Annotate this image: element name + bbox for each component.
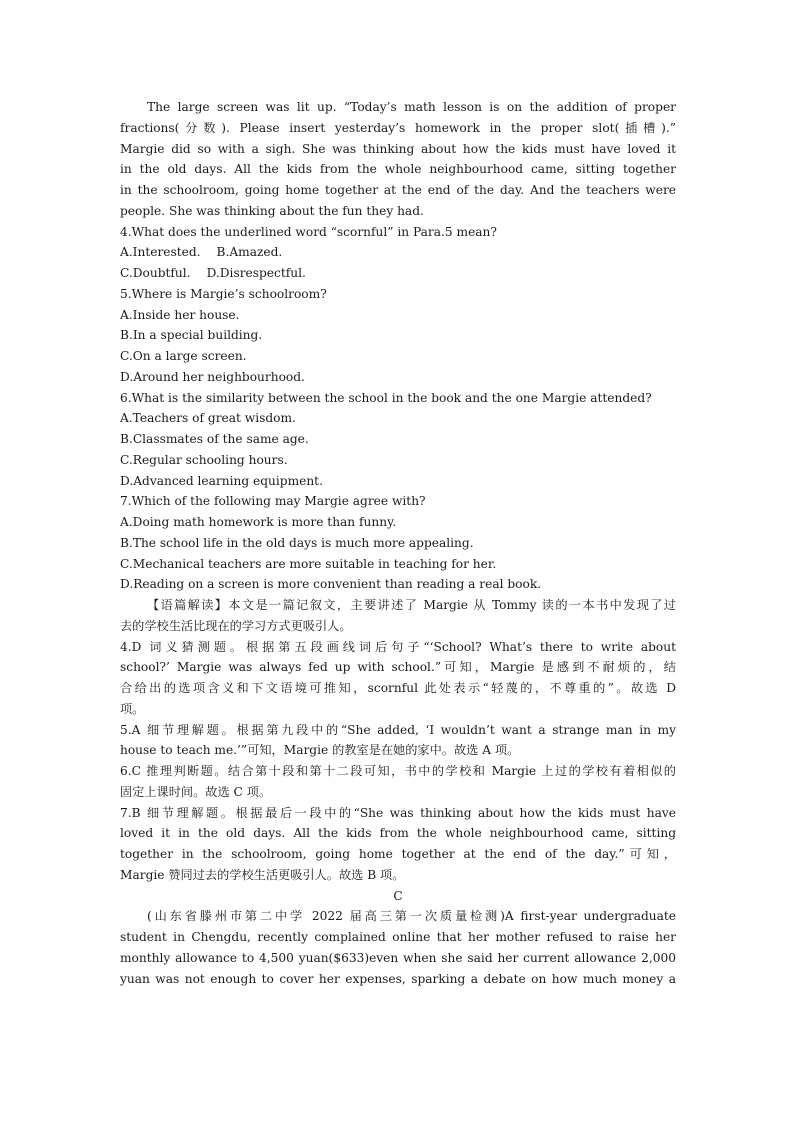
answer-line: 7.B 细节理解题。根据最后一段中的“She was thinking about how the kids must have	[120, 805, 676, 820]
answer-line: school?’ Margie was always fed up with school.”可知，Margie 是感到不耐烦的，结	[120, 660, 676, 675]
option-row	[120, 242, 676, 263]
paragraph-line: in the schoolroom, going home together at the end of the day. And the teachers were	[120, 183, 676, 197]
answer-line: 固定上课时间。故选 C 项。	[120, 784, 272, 799]
option-c: C.Regular schooling hours.	[120, 452, 288, 467]
answer-line: 5.A 细节理解题。根据第九段中的“She added, ‘I wouldn’t want a strange man in my	[120, 722, 676, 737]
paragraph-line: The large screen was lit up. “Today’s math lesson is on the addition of proper	[147, 100, 676, 114]
answer-line: 合给出的选项含义和下文语境可推知，scornful 此处表示“轻蔑的，不尊重的”。故选 D	[120, 681, 676, 695]
paragraph-line: people. She was thinking about the fun they had.	[120, 203, 424, 218]
document-page	[120, 97, 676, 989]
answer-line: 项。	[120, 701, 145, 716]
option-b: B.Amazed.	[216, 245, 283, 260]
answer-7	[120, 803, 676, 886]
option-c: C.On a large screen.	[120, 349, 247, 363]
question-5	[120, 284, 676, 388]
answer-line: Margie 赞同过去的学校生活更吸引人。故选 B 项。	[120, 867, 405, 882]
option-b: B.The school life in the old days is much more appealing.	[120, 535, 474, 550]
answer-line: together in the schoolroom, going home together at the end of the day.”可知，	[120, 847, 676, 861]
answer-line: house to teach me.’”可知，Margie 的教室是在她的家中。故选 A 项。	[120, 743, 520, 758]
analysis-line: 【语篇解读】本文是一篇记叙文，主要讲述了 Margie 从 Tommy 读的一本书中发现了过	[147, 598, 676, 612]
section-c	[120, 886, 676, 990]
paragraph-line: yuan was not enough to cover her expenses, sparking a debate on how much money a	[120, 971, 676, 986]
option-row	[120, 263, 676, 284]
question-stem: 7.Which of the following may Margie agree with?	[120, 494, 426, 509]
section-heading: C	[393, 888, 403, 903]
option-a: A.Doing math homework is more than funny.	[120, 515, 397, 529]
option-b: B.Classmates of the same age.	[120, 432, 309, 446]
option-d: D.Reading on a screen is more convenient than reading a real book.	[120, 577, 542, 592]
option-a: A.Teachers of great wisdom.	[120, 411, 296, 426]
paragraph-line: Margie did so with a sigh. She was thinking about how the kids must have loved it	[120, 141, 676, 156]
question-stem: 5.Where is Margie’s schoolroom?	[120, 286, 327, 301]
analysis-section	[120, 595, 676, 637]
question-stem: 6.What is the similarity between the school in the book and the one Margie attended?	[120, 390, 652, 405]
paragraph-line: monthly allowance to 4,500 yuan($633)even when she said her current allowance 2,000	[120, 950, 676, 965]
paragraph-line: in the old days. All the kids from the whole neighbourhood came, sitting together	[120, 162, 676, 177]
paragraph-line: (山东省滕州市第二中学 2022 届高三第一次质量检测)A first-year undergraduate	[147, 909, 676, 924]
paragraph-line: student in Chengdu, recently complained online that her mother refused to raise her	[120, 930, 676, 944]
passage-b-ending	[120, 97, 676, 222]
option-a: A.Inside her house.	[120, 307, 240, 322]
answer-4	[120, 637, 676, 720]
option-b: B.In a special building.	[120, 328, 263, 343]
option-d: D.Advanced learning equipment.	[120, 473, 323, 488]
question-7	[120, 491, 676, 595]
answer-6	[120, 761, 676, 803]
answer-line: 6.C 推理判断题。结合第十段和第十二段可知，书中的学校和 Margie 上过的学校有着相似的	[120, 764, 676, 778]
analysis-line: 去的学校生活比现在的学习方式更吸引人。	[120, 618, 352, 633]
option-a: A.Interested.	[120, 245, 201, 260]
question-4	[120, 222, 676, 284]
option-c: C.Doubtful.	[120, 266, 191, 280]
question-6	[120, 388, 676, 492]
option-c: C.Mechanical teachers are more suitable in teaching for her.	[120, 556, 497, 571]
option-d: D.Disrespectful.	[206, 266, 306, 280]
paragraph-line: fractions(分数). Please insert yesterday’s homework in the proper slot(插槽).”	[120, 120, 676, 135]
answer-5	[120, 720, 676, 762]
option-d: D.Around her neighbourhood.	[120, 369, 305, 384]
answer-line: loved it in the old days. All the kids from the whole neighbourhood came, sitting	[120, 826, 676, 841]
answer-line: 4.D 词义猜测题。根据第五段画线词后句子“‘School? What’s there to write about	[120, 639, 676, 654]
question-stem: 4.What does the underlined word “scornful” in Para.5 mean?	[120, 224, 497, 239]
